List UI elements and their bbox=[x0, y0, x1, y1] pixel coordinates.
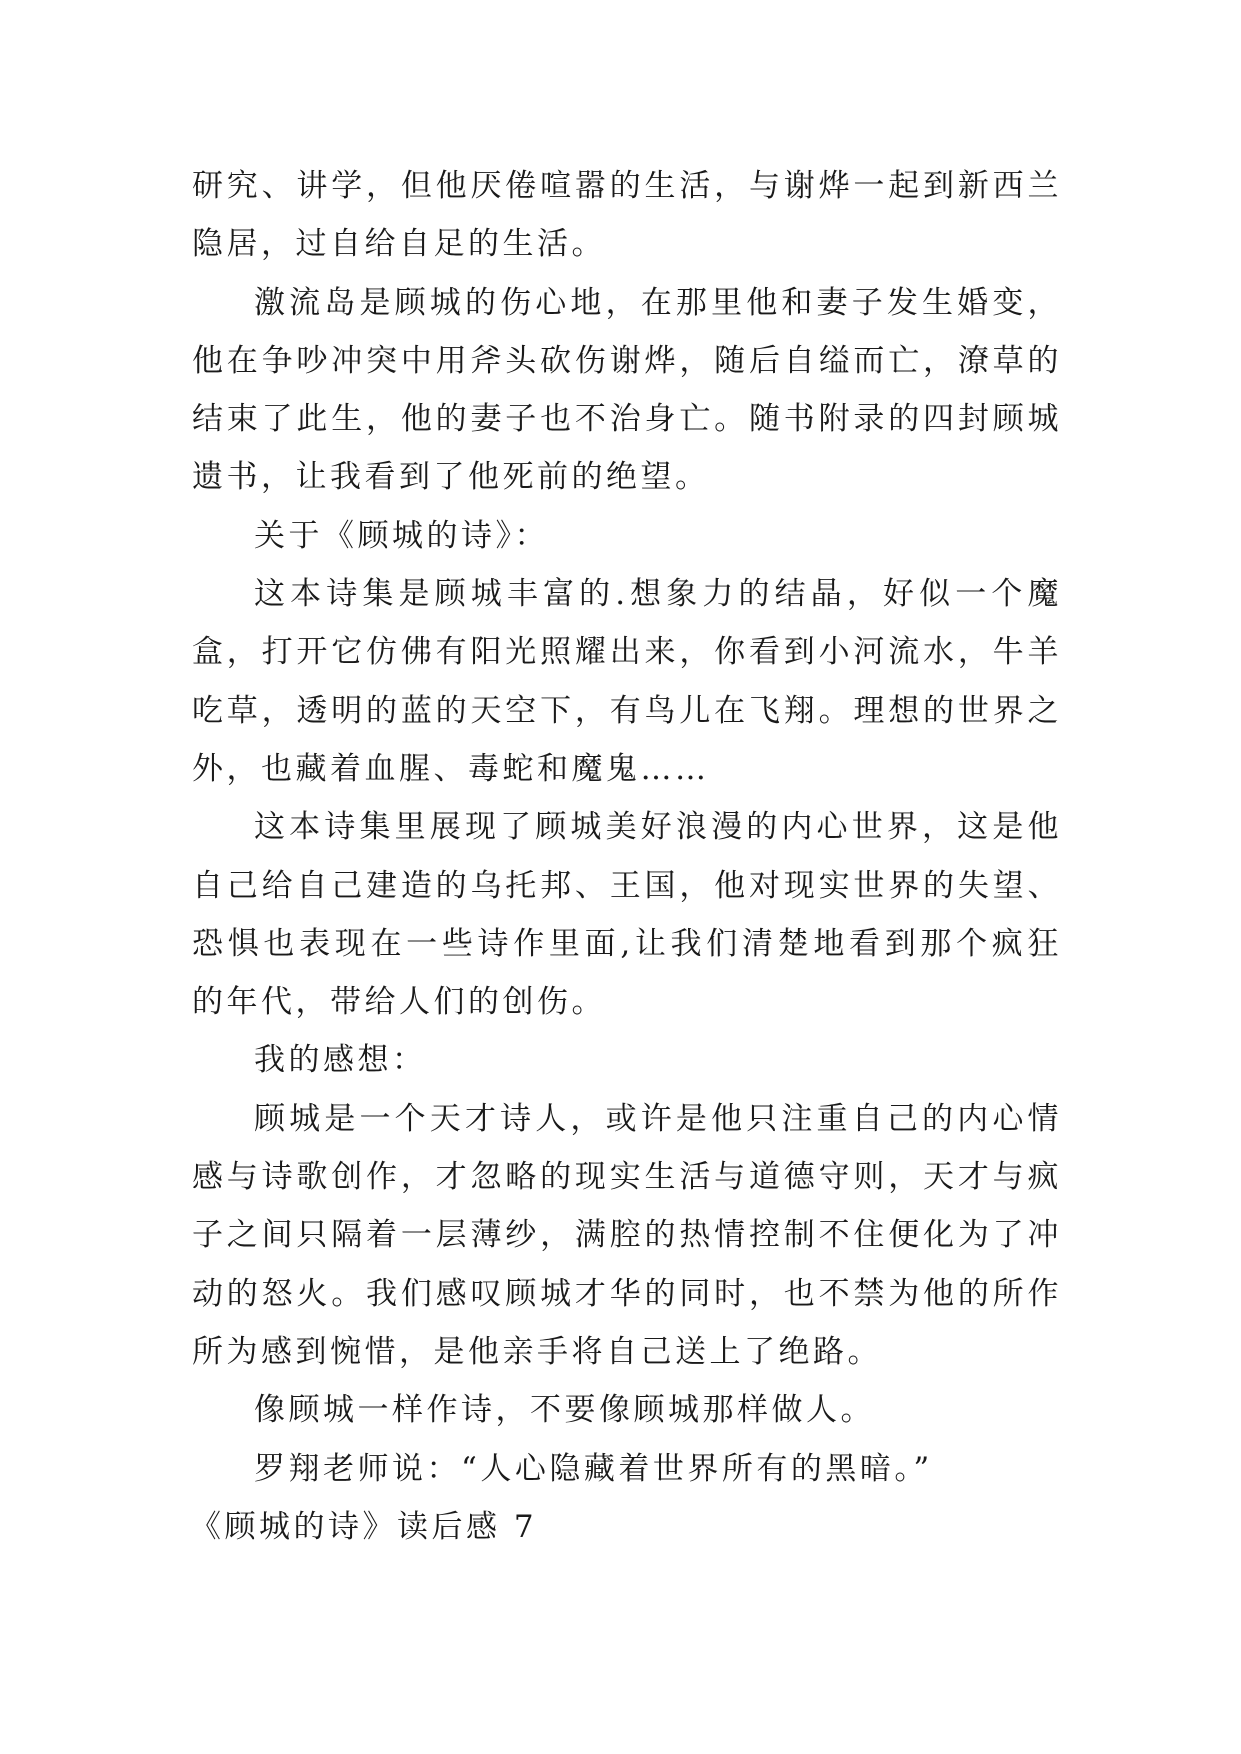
section-heading: 《顾城的诗》读后感 7 bbox=[190, 1508, 538, 1545]
paragraph-thoughts-heading: 我的感想： bbox=[254, 1042, 427, 1079]
paragraph-continuation: 研究、讲学，但他厌倦喧嚣的生活，与谢烨一起到新西兰隐居，过自给自足的生活。 bbox=[192, 168, 1062, 263]
paragraph-jiliudao: 激流岛是顾城的伤心地，在那里他和妻子发生婚变，他在争吵冲突中用斧头砍伤谢烨，随后自缢而亡，潦草的结束了此生，他的妻子也不治身亡。随书附录的四封顾城遗书，让我看到了他死前的绝望。 bbox=[192, 284, 1062, 496]
document-body bbox=[192, 157, 1062, 1556]
paragraph-genius-poet: 顾城是一个天才诗人，或许是他只注重自己的内心情感与诗歌创作，才忽略的现实生活与道德守则，天才与疯子之间只隔着一层薄纱，满腔的热情控制不住便化为了冲动的怒火。我们感叹顾城才华的同时，也不禁为他的所作所为感到惋惜，是他亲手将自己送上了绝路。 bbox=[192, 1100, 1062, 1370]
paragraph-about-heading: 关于《顾城的诗》： bbox=[254, 517, 549, 554]
paragraph-luo-xiang-quote: 罗翔老师说：“人心隐藏着世界所有的黑暗。” bbox=[254, 1450, 933, 1487]
paragraph-poetry-collection: 这本诗集是顾城丰富的.想象力的结晶，好似一个魔盒，打开它仿佛有阳光照耀出来，你看到小河流水，牛羊吃草，透明的蓝的天空下，有鸟儿在飞翔。理想的世界之外，也藏着血腥、毒蛇和魔鬼…… bbox=[192, 576, 1062, 787]
paragraph-write-poems: 像顾城一样作诗，不要像顾城那样做人。 bbox=[254, 1392, 875, 1429]
paragraph-inner-world: 这本诗集里展现了顾城美好浪漫的内心世界，这是他自己给自己建造的乌托邦、王国，他对现实世界的失望、恐惧也表现在一些诗作里面,让我们清楚地看到那个疯狂的年代，带给人们的创伤。 bbox=[192, 809, 1062, 1021]
